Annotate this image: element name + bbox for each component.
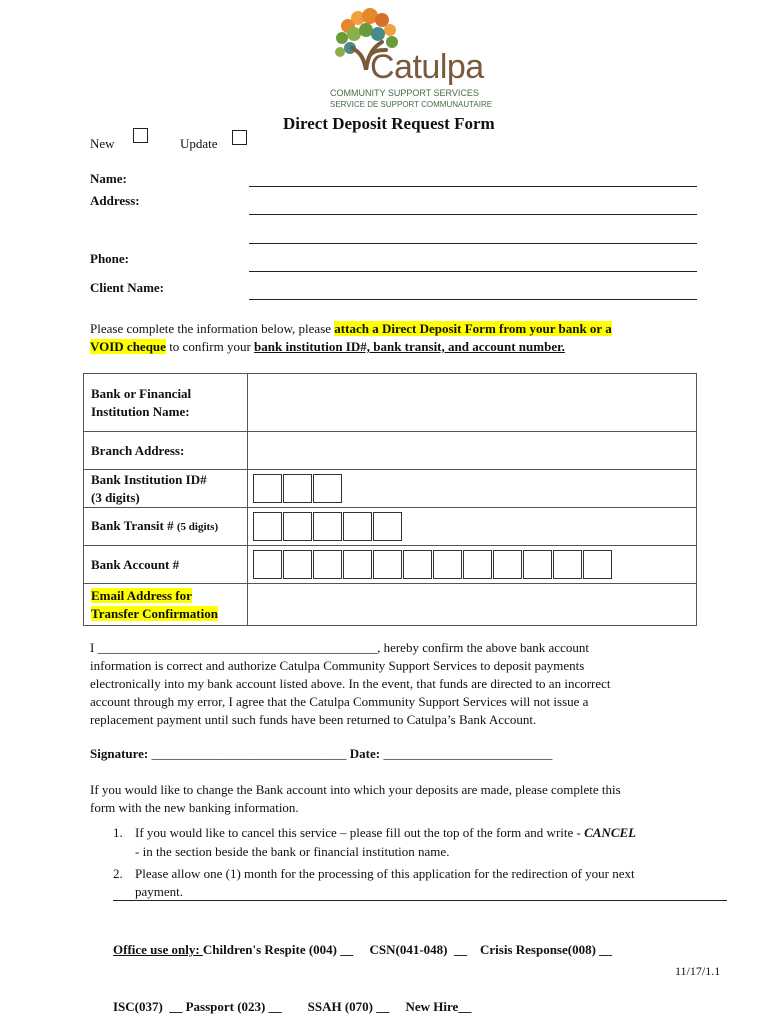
confirmation-line: I ___________________________________________, hereby confirm the above bank account xyxy=(90,640,589,655)
digit-box[interactable] xyxy=(403,550,432,579)
name-label: Name: xyxy=(90,171,127,186)
digit-box[interactable] xyxy=(343,512,372,541)
digit-box[interactable] xyxy=(283,550,312,579)
institution-id-label-1: Bank Institution ID# xyxy=(91,471,207,487)
address-line-1[interactable] xyxy=(249,214,697,215)
digit-box[interactable] xyxy=(493,550,522,579)
transit-hint: (5 digits) xyxy=(176,521,219,533)
signature-row xyxy=(90,745,715,763)
institution-id-label-2: (3 digits) xyxy=(91,489,140,505)
table-row xyxy=(84,508,697,546)
digit-box[interactable] xyxy=(373,550,402,579)
instructions-underline: bank institution ID#, bank transit, and account number. xyxy=(254,339,565,354)
name-line[interactable] xyxy=(249,186,697,187)
institution-name-label-2: Institution Name: xyxy=(91,403,190,419)
institution-id-boxes xyxy=(253,474,696,503)
new-checkbox[interactable] xyxy=(133,128,148,143)
update-checkbox[interactable] xyxy=(232,130,247,145)
confirmation-line: information is correct and authorize Catulpa Community Support Services to deposit payments xyxy=(90,658,585,673)
digit-box[interactable] xyxy=(463,550,492,579)
signature-line[interactable]: ______________________________ xyxy=(151,746,347,761)
digit-box[interactable] xyxy=(253,550,282,579)
email-label-1: Email Address for xyxy=(91,587,192,603)
institution-name-label-1: Bank or Financial xyxy=(91,385,192,401)
digit-box[interactable] xyxy=(523,550,552,579)
digit-box[interactable] xyxy=(583,550,612,579)
client-name-label: Client Name: xyxy=(90,280,165,295)
table-row xyxy=(84,470,697,508)
cancel-emphasis: CANCEL xyxy=(584,825,637,840)
table-row xyxy=(84,546,697,584)
branch-address-field[interactable] xyxy=(248,432,697,470)
office-divider xyxy=(113,900,727,901)
transit-boxes xyxy=(253,512,696,541)
new-label: New xyxy=(90,136,115,151)
institution-name-field[interactable] xyxy=(248,374,697,432)
client-name-line[interactable] xyxy=(249,299,697,300)
account-label: Bank Account # xyxy=(84,546,248,584)
form-title: Direct Deposit Request Form xyxy=(283,114,495,133)
email-label-2: Transfer Confirmation xyxy=(91,605,218,621)
phone-line[interactable] xyxy=(249,271,697,272)
email-field[interactable] xyxy=(248,584,697,626)
table-row xyxy=(84,432,697,470)
office-use-section: Office use only: Children's Respite (004) __ CSN(041-048) __ Crisis Response(008) __ ISC(037) __ Passport (023) __ SSAH (070) __ New Hire__ xyxy=(113,942,613,1014)
table-row xyxy=(84,374,697,432)
date-label: Date: xyxy=(346,746,384,761)
confirmation-line: electronically into my bank account listed above. In the event, that funds are directed to an incorrect xyxy=(90,676,611,691)
digit-box[interactable] xyxy=(253,474,282,503)
digit-box[interactable] xyxy=(253,512,282,541)
address-label: Address: xyxy=(90,193,140,208)
bank-info-table xyxy=(83,373,697,626)
confirmation-paragraph xyxy=(90,639,715,729)
instructions-highlight-2: VOID cheque xyxy=(90,339,166,354)
list-item: 1. If you would like to cancel this service – please fill out the top of the form and write - CANCEL - in the section beside the bank or financial institution name. xyxy=(113,825,637,859)
signature-label: Signature: xyxy=(90,746,152,761)
branch-address-label: Branch Address: xyxy=(84,432,248,470)
digit-box[interactable] xyxy=(433,550,462,579)
account-boxes xyxy=(253,550,696,579)
date-line[interactable]: __________________________ xyxy=(383,746,553,761)
digit-box[interactable] xyxy=(283,512,312,541)
digit-box[interactable] xyxy=(283,474,312,503)
digit-box[interactable] xyxy=(553,550,582,579)
logo-tagline-fr: SERVICE DE SUPPORT COMMUNAUTAIRE xyxy=(330,100,493,109)
digit-box[interactable] xyxy=(343,550,372,579)
logo-name: Catulpa xyxy=(370,48,484,86)
confirmation-line: account through my error, I agree that the Catulpa Community Support Services will not issue a xyxy=(90,694,589,709)
list-item: 2. Please allow one (1) month for the processing of this application for the redirection of your next payment. xyxy=(113,866,635,899)
confirmation-line: replacement payment until such funds have been returned to Catulpa’s Bank Account. xyxy=(90,712,537,727)
instructions: Please complete the information below, please attach a Direct Deposit Form from your bank or a VOID cheque to confirm your bank institution ID#, bank transit, and account number. xyxy=(90,321,612,354)
digit-box[interactable] xyxy=(313,512,342,541)
phone-label: Phone: xyxy=(90,251,129,266)
update-label: Update xyxy=(180,136,218,151)
transit-label: Bank Transit # xyxy=(91,518,177,533)
version-number: 11/17/1.1 xyxy=(675,964,721,978)
change-info: If you would like to change the Bank account into which your deposits are made, please complete this form with the new banking information. xyxy=(90,782,621,815)
digit-box[interactable] xyxy=(313,474,342,503)
digit-box[interactable] xyxy=(313,550,342,579)
catulpa-logo xyxy=(330,8,493,110)
address-line-2[interactable] xyxy=(249,243,697,244)
office-use-label: Office use only: xyxy=(113,942,203,957)
logo-tagline-en: COMMUNITY SUPPORT SERVICES xyxy=(330,88,479,98)
instructions-highlight-1: attach a Direct Deposit Form from your bank or a xyxy=(334,321,612,336)
table-row xyxy=(84,584,697,626)
digit-box[interactable] xyxy=(373,512,402,541)
